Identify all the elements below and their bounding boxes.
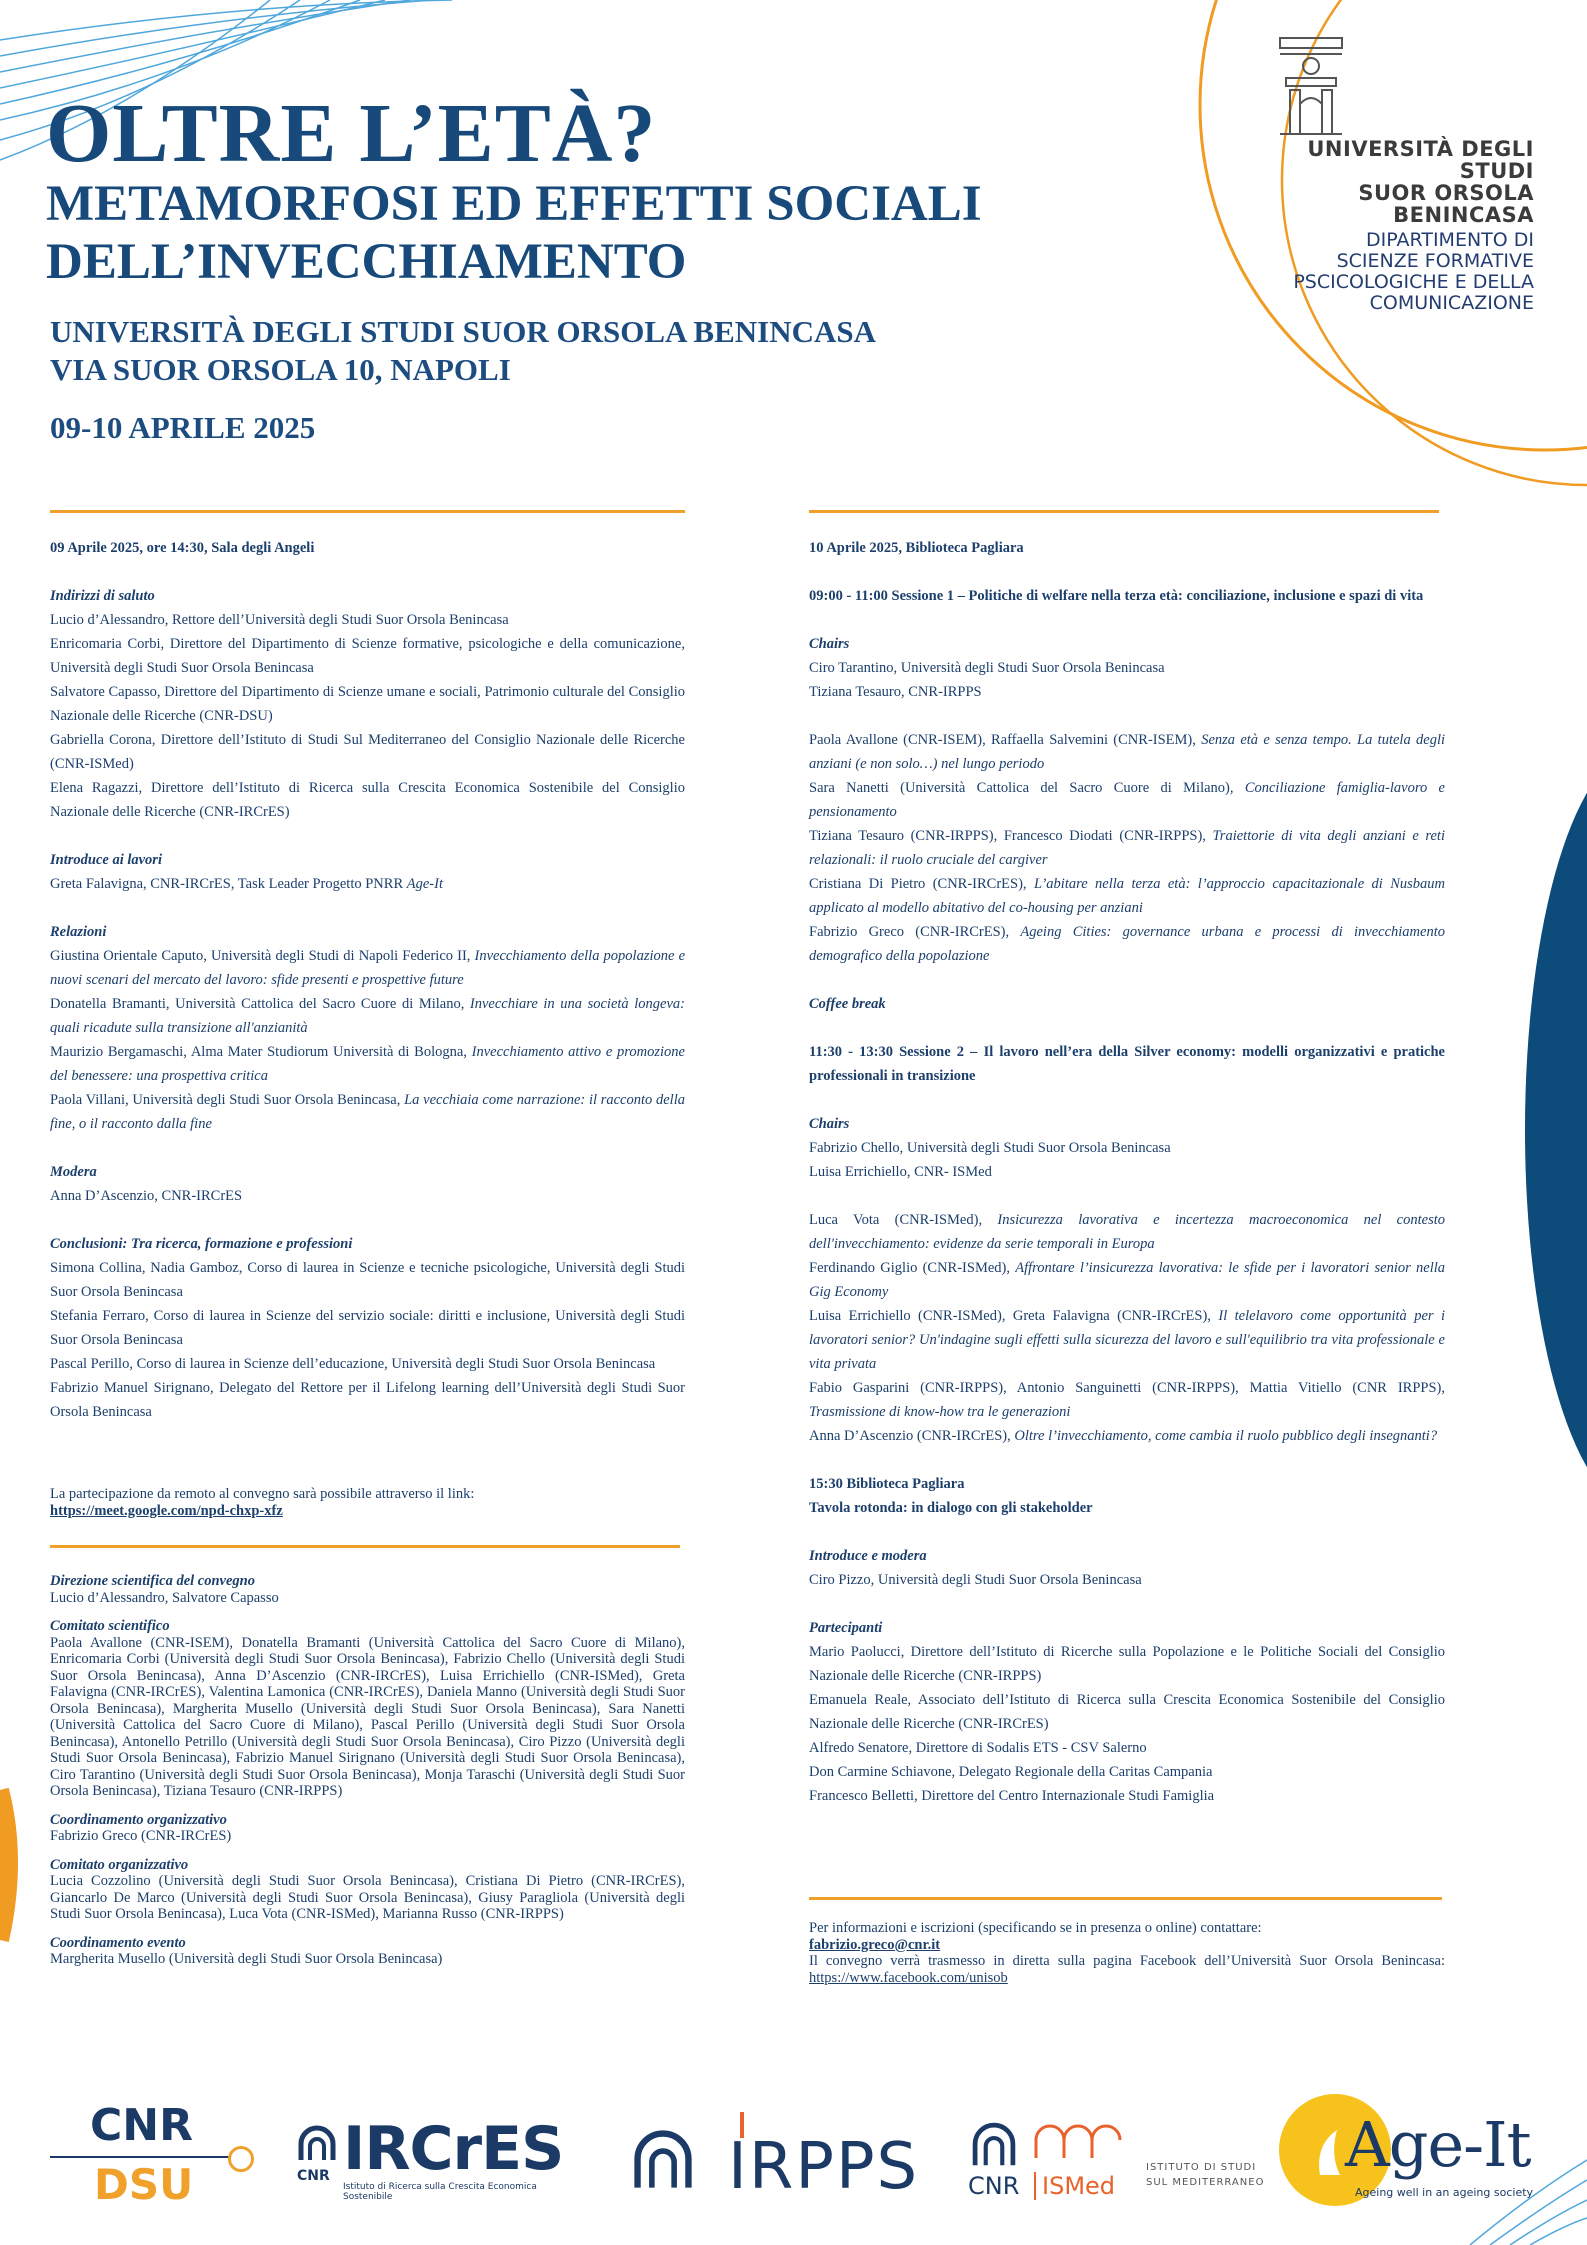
day2-heading: 10 Aprile 2025, Biblioteca Pagliara [809, 540, 1024, 556]
cnr-ircres-logo [295, 2114, 585, 2202]
age-it-text: Age-It [1345, 2108, 1531, 2181]
intro-speaker-name: Greta Falavigna, CNR-IRCrES, Task Leader Progetto PNRR [50, 876, 407, 892]
cnr-text: CNR [90, 2100, 193, 2151]
talk-title: Invecchiamento della popolazione e nuovi scenari del mercato del lavoro: sfide presenti e prospettive future [50, 948, 686, 988]
ismed-subtitle [1146, 2160, 1264, 2190]
dot-icon [228, 2146, 254, 2172]
coord-evento-names: Margherita Musello (Università degli Studi Suor Orsola Benincasa) [50, 1951, 443, 1967]
participant-item: Francesco Belletti, Direttore del Centro Internazionale Studi Famiglia [809, 1788, 1215, 1804]
participant-item: Alfredo Senatore, Direttore di Sodalis ETS - CSV Salerno [809, 1740, 1147, 1756]
greetings-title: Indirizzi di saluto [50, 588, 155, 604]
talk-author: Maurizio Bergamaschi, Alma Mater Studiorum Università di Bologna, [50, 1044, 472, 1060]
day1-heading: 09 Aprile 2025, ore 14:30, Sala degli Angeli [50, 540, 315, 556]
ismed-subtitle-line-2: SUL MEDITERRANEO [1146, 2177, 1265, 2188]
talk-item [809, 920, 1445, 968]
venue-line-1: UNIVERSITÀ DEGLI STUDI SUOR ORSOLA BENINCASA [50, 314, 877, 349]
talk-title: Affrontare l’insicurezza lavorativa: le sfide per i lavoratori senior nella Gig Economy [809, 1260, 1446, 1300]
logo-line-2: SUOR ORSOLA [1358, 181, 1534, 205]
logo-dept-line-4: COMUNICAZIONE [1369, 292, 1534, 314]
chair-item: Fabrizio Chello, Università degli Studi Suor Orsola Benincasa [809, 1140, 1171, 1156]
coffee-break: Coffee break [809, 996, 886, 1012]
talk-item [809, 776, 1445, 824]
talk-item [809, 1424, 1445, 1448]
talk-item [809, 1376, 1445, 1424]
talk-title: Senza età e senza tempo. La tutela degli anziani (e non solo…) nel lungo periodo [809, 732, 1446, 772]
scientifico-title: Comitato scientifico [50, 1618, 170, 1634]
talk-author: Giustina Orientale Caputo, Università degli Studi di Napoli Federico II, [50, 948, 475, 964]
facebook-link[interactable]: https://www.facebook.com/unisob [809, 1969, 1008, 1986]
talk-title: Oltre l’invecchiamento, come cambia il ruolo pubblico degli insegnanti? [1014, 1428, 1438, 1444]
cnr-swirl-icon [968, 2118, 1020, 2170]
dsu-text: DSU [94, 2160, 194, 2209]
talk-author: Anna D’Ascenzio (CNR-IRCrES), [809, 1428, 1015, 1444]
round-table-time: 15:30 Biblioteca Pagliara [809, 1476, 965, 1492]
session2-chairs-title: Chairs [809, 1116, 850, 1132]
talk-item [809, 728, 1445, 776]
rule-left-middle [50, 1545, 680, 1548]
talk-title: L’abitare nella terza età: l’approccio capacitazionale di Nusbaum applicato al modello abitativo del co-housing per anziani [809, 876, 1445, 916]
university-logo [1264, 34, 1534, 314]
talk-author: Ferdinando Giglio (CNR-ISMed), [809, 1260, 1016, 1276]
logo-dept-line-1: DIPARTIMENTO DI [1366, 229, 1534, 251]
irpps-text: IRPPS [728, 2130, 920, 2204]
talk-title: Invecchiare in una società longeva: quali ricadute sulla transizione all'anzianità [50, 996, 685, 1036]
chair-item: Luisa Errichiello, CNR- ISMed [809, 1164, 992, 1180]
conclusioni-title: Conclusioni: Tra ricerca, formazione e professioni [50, 1236, 353, 1252]
partecipanti-title: Partecipanti [809, 1620, 883, 1636]
meet-link[interactable]: https://meet.google.com/npd-chxp-xfz [50, 1502, 283, 1519]
modera-title: Modera [50, 1164, 97, 1180]
rule-right-bottom [809, 1897, 1442, 1900]
participant-item: Don Carmine Schiavone, Delegato Regionale della Caritas Campania [809, 1764, 1213, 1780]
cnr-irpps-logo [628, 2110, 928, 2210]
intro-title: Introduce ai lavori [50, 852, 162, 868]
conclusion-item: Stefania Ferraro, Corso di laurea in Scienze del servizio sociale: diritti e inclusione, Università degli Studi Suor Orsola Benincasa [50, 1308, 685, 1348]
talk-item [50, 1040, 685, 1088]
talk-item [50, 944, 685, 992]
comitato-org-title: Comitato organizzativo [50, 1856, 189, 1873]
modera-name: Anna D’Ascenzio, CNR-IRCrES [50, 1188, 243, 1204]
ismed-subtitle-line-1: ISTITUTO DI STUDI [1146, 2162, 1257, 2173]
conclusion-item: Pascal Perillo, Corso di laurea in Scienze dell’educazione, Università degli Studi Suor Orsola Benincasa [50, 1356, 656, 1372]
conclusion-item: Fabrizio Manuel Sirignano, Delegato del Rettore per il Lifelong learning dell’Università degli Studi Suor Orsola Benincasa [50, 1380, 685, 1420]
talk-item [50, 1088, 685, 1136]
participant-item: Emanuela Reale, Associato dell’Istituto di Ricerca sulla Crescita Economica Sostenibile del Consiglio Nazionale delle Ricerche (CNR-IRCrES) [809, 1692, 1445, 1732]
talk-title: Trasmissione di know-how tra le generazioni [809, 1404, 1071, 1420]
rule-left-top [50, 510, 685, 513]
greeting-item: Lucio d’Alessandro, Rettore dell’Università degli Studi Suor Orsola Benincasa [50, 612, 509, 628]
intro-project: Age-It [406, 876, 443, 892]
talk-item [809, 1256, 1445, 1304]
greeting-item: Gabriella Corona, Direttore dell’Istituto di Studi Sul Mediterraneo del Consiglio Nazionale delle Ricerche (CNR-ISMed) [50, 732, 685, 772]
greeting-item: Elena Ragazzi, Direttore dell’Istituto di Ricerca sulla Crescita Economica Sostenibile del Consiglio Nazionale delle Ricerche (CNR-IRCrES) [50, 780, 685, 820]
cnr-swirl-icon [628, 2124, 698, 2194]
subtitle-line-1: METAMORFOSI ED EFFETTI SOCIALI [46, 176, 982, 232]
talk-title: Invecchiamento attivo e promozione del benessere: una prospettiva critica [50, 1044, 685, 1084]
logo-university-name [1264, 138, 1534, 226]
contact-email-link[interactable]: fabrizio.greco@cnr.it [809, 1936, 941, 1953]
talk-item [50, 992, 685, 1040]
coord-org-title: Coordinamento organizzativo [50, 1811, 227, 1828]
talk-author: Sara Nanetti (Università Cattolica del Sacro Cuore di Milano), [809, 780, 1245, 796]
cnr-swirl-icon [295, 2122, 339, 2166]
venue-line-2: VIA SUOR ORSOLA 10, NAPOLI [50, 352, 511, 387]
talk-author: Fabio Gasparini (CNR-IRPPS), Antonio Sanguinetti (CNR-IRPPS), Mattia Vitiello (CNR IRPPS), [809, 1380, 1445, 1396]
talk-title: Insicurezza lavorativa e incertezza macroeconomica nel contesto dell'invecchiamento: evidenze da serie temporali in Europa [809, 1212, 1445, 1252]
talk-item [809, 824, 1445, 872]
building-icon [1276, 34, 1346, 138]
introduce-title: Introduce e modera [809, 1548, 927, 1564]
event-dates: 09-10 APRILE 2025 [50, 410, 316, 445]
ismed-waves-icon [1032, 2122, 1122, 2162]
coord-evento-title: Coordinamento evento [50, 1934, 186, 1951]
cnr-ismed-logo [968, 2118, 1268, 2208]
talk-author: Paola Avallone (CNR-ISEM), Raffaella Salvemini (CNR-ISEM), [809, 732, 1202, 748]
talk-title: Il telelavoro come opportunità per i lavoratori senior? Un'indagine sugli effetti sulla sicurezza del lavoro e sull'equilibrio tra vita professionale e vita privata [809, 1308, 1445, 1372]
introduce-name: Ciro Pizzo, Università degli Studi Suor Orsola Benincasa [809, 1572, 1142, 1588]
talk-author: Donatella Bramanti, Università Cattolica del Sacro Cuore di Milano, [50, 996, 470, 1012]
left-orange-arc [0, 1790, 9, 1940]
talk-author: Luisa Errichiello (CNR-ISMed), Greta Falavigna (CNR-IRCrES), [809, 1308, 1219, 1324]
cnr-dsu-logo [50, 2100, 260, 2210]
talk-title: Traiettorie di vita degli anziani e reti relazionali: il ruolo cruciale del cargiver [809, 828, 1445, 868]
ircres-subtitle: Istituto di Ricerca sulla Crescita Economica Sostenibile [343, 2182, 537, 2202]
talk-author: Luca Vota (CNR-ISMed), [809, 1212, 998, 1228]
relazioni-title: Relazioni [50, 924, 107, 940]
talk-author: Cristiana Di Pietro (CNR-IRCrES), [809, 876, 1034, 892]
logo-line-3: BENINCASA [1393, 203, 1534, 227]
round-table-title: Tavola rotonda: in dialogo con gli stakeholder [809, 1500, 1093, 1516]
day2-program [809, 536, 1445, 1808]
comitato-org-names: Lucia Cozzolino (Università degli Studi Suor Orsola Benincasa), Cristiana Di Pietro (CNR-IRCrES), Giancarlo De Marco (Università degli Studi Suor Orsola Benincasa), Giusy Paragliola (Università degli Studi Suor Orsola Benincasa), Luca Vota (CNR-ISMed), Marianna Russo (CNR-IRPPS) [50, 1873, 685, 1922]
talk-item [809, 1208, 1445, 1256]
chair-item: Tiziana Tesauro, CNR-IRPPS [809, 684, 982, 700]
age-it-logo [1275, 2090, 1565, 2220]
session1-chairs-title: Chairs [809, 636, 850, 652]
talk-title: Ageing Cities: governance urbana e processi di invecchiamento demografico della popolazione [809, 924, 1445, 964]
contact-info [809, 1920, 1445, 1986]
session1-title: 09:00 - 11:00 Sessione 1 – Politiche di welfare nella terza età: conciliazione, inclusione e spazi di vita [809, 588, 1424, 604]
session2-title: 11:30 - 13:30 Sessione 2 – Il lavoro nell’era della Silver economy: modelli organizzativi e pratiche professionali in transizione [809, 1044, 1445, 1084]
remote-participation [50, 1486, 685, 1519]
logo-department-name [1264, 230, 1534, 314]
talk-author: Tiziana Tesauro (CNR-IRPPS), Francesco Diodati (CNR-IRPPS), [809, 828, 1213, 844]
subtitle-line-2: DELL’INVECCHIAMENTO [46, 234, 687, 290]
ismed-cnr-text: CNR [968, 2172, 1020, 2200]
talk-title: La vecchiaia come narrazione: il racconto della fine, o il racconto dalla fine [50, 1092, 685, 1132]
ircres-text: IRCrES [343, 2114, 564, 2184]
greeting-item: Enricomaria Corbi, Direttore del Dipartimento di Scienze formative, psicologiche e della comunicazione, Università degli Studi Suor Orsola Benincasa [50, 636, 685, 676]
right-navy-half-circle [1525, 750, 1587, 1510]
stream-info [809, 1953, 1445, 1986]
talk-item [809, 872, 1445, 920]
intro-speaker [50, 872, 685, 896]
greeting-item: Salvatore Capasso, Direttore del Dipartimento di Scienze umane e sociali, Patrimonio culturale del Consiglio Nazionale delle Ricerche (CNR-DSU) [50, 684, 685, 724]
conclusion-item: Simona Collina, Nadia Gamboz, Corso di laurea in Scienze e tecniche psicologiche, Università degli Studi Suor Orsola Benincasa [50, 1260, 685, 1300]
ismed-text: ISMed [1034, 2172, 1115, 2200]
talk-item [809, 1304, 1445, 1376]
remote-text: La partecipazione da remoto al convegno sarà possibile attraverso il link: [50, 1486, 475, 1502]
stream-text: Il convegno verrà trasmesso in diretta sulla pagina Facebook dell’Università Suor Orsola Benincasa: [809, 1953, 1445, 1969]
day1-program [50, 536, 685, 1424]
talk-title: Conciliazione famiglia-lavoro e pensionamento [809, 780, 1445, 820]
divider-line [50, 2156, 230, 2158]
event-subtitle [46, 175, 1186, 291]
participant-item: Mario Paolucci, Direttore dell’Istituto di Ricerche sulla Popolazione e le Politiche Sociali del Consiglio Nazionale delle Ricerche (CNR-IRPPS) [809, 1644, 1445, 1684]
coord-org-names: Fabrizio Greco (CNR-IRCrES) [50, 1828, 232, 1844]
age-it-tagline: Ageing well in an ageing society [1355, 2186, 1534, 2199]
scientifico-names: Paola Avallone (CNR-ISEM), Donatella Bramanti (Università Cattolica del Sacro Cuore di Milano), Enricomaria Corbi (Università degli Studi Suor Orsola Benincasa), Fabrizio Chello (Università degli Studi Suor Orsola Benincasa), Anna D’Ascenzio (CNR-IRCrES), Luisa Errichiello (CNR-ISMed), Greta Falavigna (CNR-IRCrES), Valentina Lamonica (CNR-IRCrES), Daniela Manno (Università degli Studi Suor Orsola Benincasa), Margherita Musello (Università degli Studi Suor Orsola Benincasa), Sara Nanetti (Università Cattolica del Sacro Cuore di Milano), Pascal Perillo (Università degli Studi Suor Orsola Benincasa), Antonello Petrillo (Università degli Studi Suor Orsola Benincasa), Ciro Pizzo (Università degli Studi Suor Orsola Benincasa), Fabrizio Manuel Sirignano (Università degli Studi Suor Orsola Benincasa), Ciro Tarantino (Università degli Studi Suor Orsola Benincasa), Monja Taraschi (Università degli Studi Suor Orsola Benincasa), Tiziana Tesauro (CNR-IRPPS) [50, 1634, 685, 1799]
logo-dept-line-3: PSCICOLOGICHE E DELLA [1293, 271, 1534, 293]
ircres-cnr-text: CNR [297, 2168, 330, 2184]
talk-author: Fabrizio Greco (CNR-IRCrES), [809, 924, 1021, 940]
direzione-names: Lucio d’Alessandro, Salvatore Capasso [50, 1589, 279, 1606]
logo-dept-line-2: SCIENZE FORMATIVE [1336, 250, 1534, 272]
event-title: OLTRE L’ETÀ? [46, 87, 657, 180]
rule-right-top [809, 510, 1439, 513]
event-venue [50, 313, 876, 389]
logo-line-1: UNIVERSITÀ DEGLI STUDI [1307, 137, 1534, 183]
direzione-title: Direzione scientifica del convegno [50, 1573, 255, 1589]
committees [50, 1573, 685, 1968]
talk-author: Paola Villani, Università degli Studi Suor Orsola Benincasa, [50, 1092, 405, 1108]
info-text: Per informazioni e iscrizioni (specificando se in presenza o online) contattare: [809, 1920, 1262, 1936]
chair-item: Ciro Tarantino, Università degli Studi Suor Orsola Benincasa [809, 660, 1165, 676]
